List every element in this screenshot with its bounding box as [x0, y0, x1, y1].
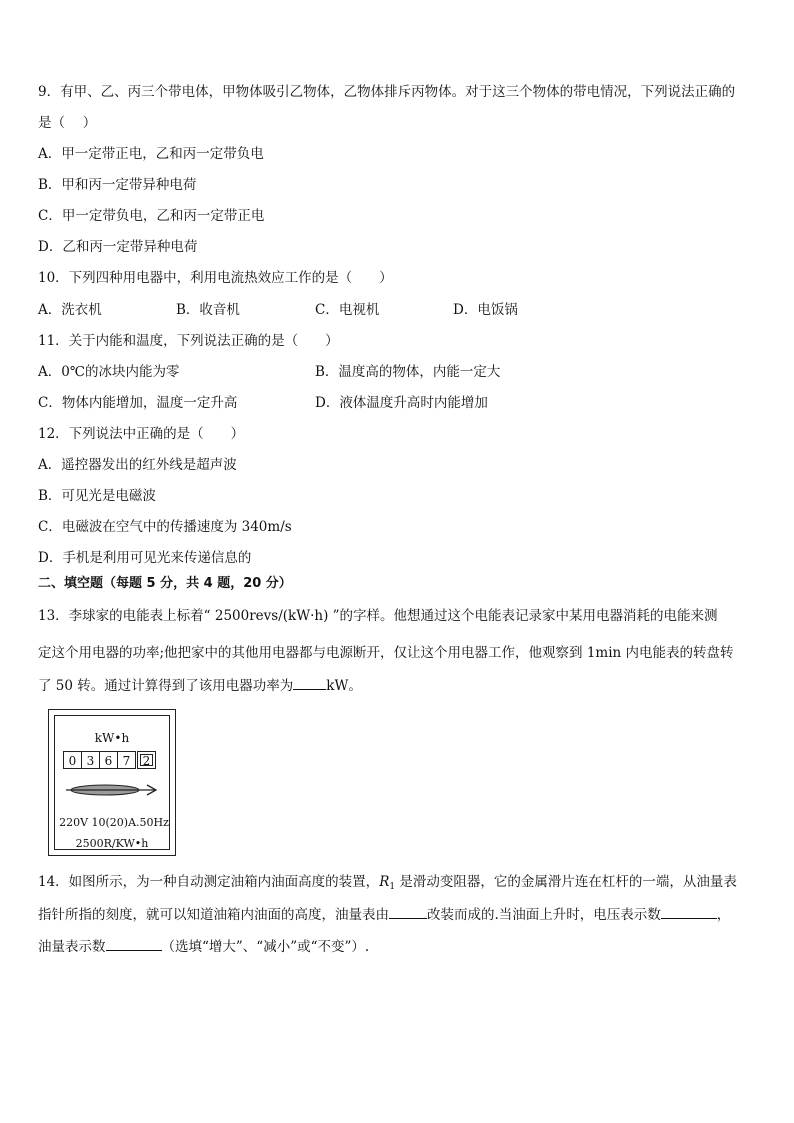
- meter-unit-label: kW•h: [94, 731, 130, 745]
- meter-decimal-digit: [137, 751, 156, 769]
- q10-option-a: A．洗衣机: [38, 302, 102, 318]
- q10-stem: 10．下列四种用电器中，利用电流热效应工作的是（ ）: [38, 270, 393, 286]
- q10-option-b: B．收音机: [176, 302, 240, 318]
- q9-option-b: B．甲和丙一定带异种电荷: [38, 177, 197, 193]
- q9-option-a: A．甲一定带正电，乙和丙一定带负电: [38, 146, 264, 162]
- q10-option-d: D．电饭锅: [453, 302, 518, 318]
- meter-digit-row: [63, 751, 156, 769]
- q12-option-b: B．可见光是电磁波: [38, 488, 156, 504]
- q12-option-c: C．电磁波在空气中的传播速度为 340m/s: [38, 519, 292, 535]
- q14-line2: [38, 904, 730, 925]
- q14-line3-text-a: 油量表示数: [38, 939, 106, 955]
- q14-line3-text-b: （选填“增大”、“减小”或“不变”）.: [161, 939, 370, 955]
- q13-line3: [38, 675, 362, 696]
- q13-line1: 13．李球家的电能表上标着“ 2500revs/(kW·h) ”的字样。他想通过这个电能表记录家中某用电器消耗的电能来测: [38, 608, 718, 624]
- q11-option-d: D．液体温度升高时内能增加: [315, 395, 488, 411]
- meter-decimal-value: 2: [142, 754, 151, 768]
- q14-line3: [38, 936, 369, 957]
- meter-digit: 7: [117, 751, 136, 769]
- q12-stem: 12．下列说法中正确的是（ ）: [38, 426, 245, 442]
- q9-option-c: C．甲一定带负电，乙和丙一定带正电: [38, 208, 265, 224]
- electric-meter-figure: [48, 709, 176, 856]
- meter-decimal-box: [140, 754, 153, 766]
- q14-blank-meter-type[interactable]: [389, 904, 427, 919]
- q13-line2: 定这个用电器的功率;他把家中的其他用电器都与电源断开，仅让这个用电器工作，他观察到 1min 内电能表的转盘转: [38, 645, 734, 661]
- meter-constant-label: 2500R/KW•h: [75, 837, 149, 850]
- q11-option-a: A．0℃的冰块内能为零: [38, 364, 180, 380]
- meter-digit: 3: [81, 751, 100, 769]
- meter-digit: 0: [63, 751, 82, 769]
- q14-blank-oil-gauge[interactable]: [106, 936, 162, 951]
- q9-stem-line2: 是（ ）: [38, 115, 97, 131]
- q9-stem-line1: 9．有甲、乙、丙三个带电体，甲物体吸引乙物体，乙物体排斥丙物体。对于这三个物体的带电情况，下列说法正确的: [38, 84, 736, 100]
- q14-line2-text-c: ，: [716, 907, 731, 923]
- q14-line2-text-a: 指针所指的刻度，就可以知道油箱内油面的高度，油量表由: [38, 907, 389, 923]
- q13-line3-text: 了 50 转。通过计算得到了该用电器功率为: [38, 678, 294, 694]
- meter-rating-label: 220V 10(20)A.50Hz: [59, 816, 169, 829]
- q14-blank-voltage[interactable]: [661, 904, 717, 919]
- q14-line1: [38, 872, 737, 897]
- section-fill-in-heading: 二、填空题（每题 5 分，共 4 题，20 分）: [38, 576, 292, 591]
- meter-digit: 6: [99, 751, 118, 769]
- q14-line2-text-b: 改装而成的.当油面上升时，电压表示数: [427, 907, 661, 923]
- q11-stem: 11．关于内能和温度，下列说法正确的是（ ）: [38, 333, 339, 349]
- q11-option-b: B．温度高的物体，内能一定大: [315, 364, 501, 380]
- meter-rotating-disc-icon: [63, 780, 163, 800]
- q14-r-subscript: 1: [389, 882, 396, 892]
- q9-option-d: D．乙和丙一定带异种电荷: [38, 239, 198, 255]
- q14-line1-text-b: 是滑动变阻器，它的金属滑片连在杠杆的一端，从油量表: [395, 874, 737, 890]
- q14-line1-text-a: 14．如图所示，为一种自动测定油箱内油面高度的装置，: [38, 874, 380, 890]
- q14-r-symbol: R: [379, 874, 390, 890]
- q10-option-c: C．电视机: [315, 302, 380, 318]
- q12-option-d: D．手机是利用可见光来传递信息的: [38, 550, 252, 566]
- q12-option-a: A．遥控器发出的红外线是超声波: [38, 457, 237, 473]
- electric-meter-panel: [54, 715, 170, 850]
- q11-option-c: C．物体内能增加，温度一定升高: [38, 395, 238, 411]
- q13-answer-blank[interactable]: [293, 675, 326, 690]
- q13-line3-unit: kW。: [326, 678, 362, 694]
